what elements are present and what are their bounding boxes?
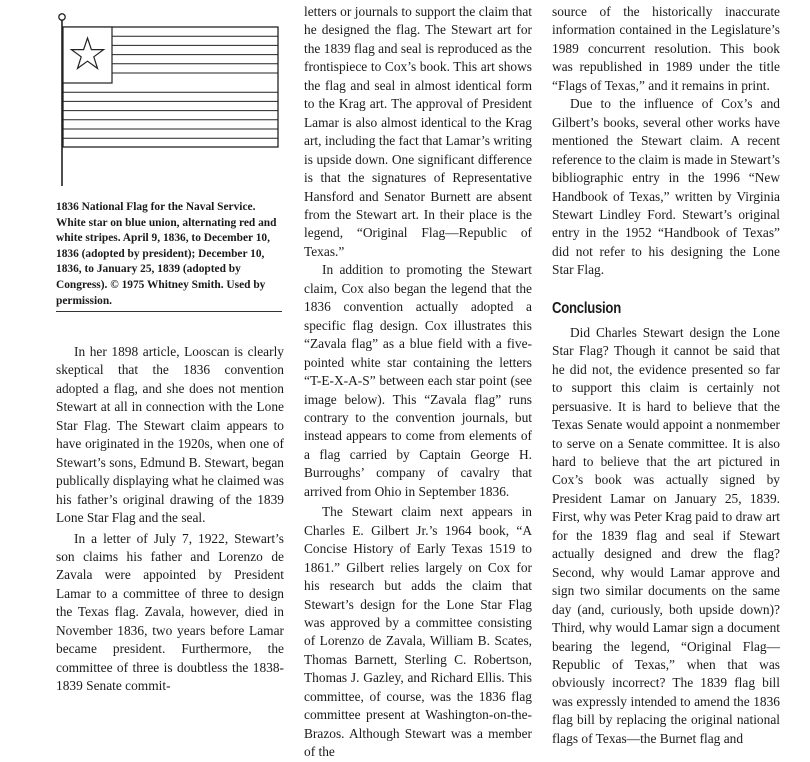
column-1 <box>56 343 284 696</box>
section-heading: Conclusion <box>552 299 621 317</box>
figure-caption: 1836 National Flag for the Naval Service. White star on blue union, alternating red and white stripes. April 9, 1836, to December 10, 1836 (adopted by president); December 10, 1836, to January 25, 1839 (adopted by Congress). © 1975 Whitney Smith. Used by permission. <box>56 201 277 307</box>
paragraph: Did Charles Stewart design the Lone Star Flag? Though it cannot be said that he did not, the evidence presented so far to support this claim is certainly not persuasive. It is hard to believe that the Texas Senate would appoint a nonmember to serve on a Senate committee. It is also hard to believe that the art pictured in Cox’s book was actually signed by President Lamar on January 25, 1839. First, why was Peter Krag paid to draw art for the 1839 flag and seal if Stewart actually designed and drew the flag? Second, why would Lamar approve and sign two similar documents on the same day (and, curiously, both upside down)? Third, why would Lamar sign a document bearing the legend, “Original Flag—Republic of Texas,” when that was obviously incorrect? The 1839 flag bill was expressly intended to amend the 1836 flag bill by replacing the original national flags of Texas—the Burnet flag and <box>552 324 780 746</box>
caption-divider <box>56 311 282 312</box>
paragraph: source of the historically inaccurate information contained in the Legislature’s 1989 concurrent resolution. This book was republished in 1989 under the title “Flags of Texas,” and it remains in print. <box>552 4 780 93</box>
naval-flag-illustration <box>56 10 288 188</box>
column-3 <box>552 3 780 748</box>
paragraph: letters or journals to support the claim that he designed the flag. The Stewart art for the 1839 flag and seal is reproduced as the frontispiece to Cox’s book. This art shows the flag and seal in almost identical form to the Krag art. The approval of President Lamar is also almost identical to the Krag art, including the fact that Lamar’s writing is upside down. One significant difference is that the signatures of Representative Hansford and Senator Burnett are absent from the Stewart art. In their place is the legend, “Original Flag—Republic of Texas.” <box>304 4 532 259</box>
paragraph: The Stewart claim next appears in Charles E. Gilbert Jr.’s 1964 book, “A Concise History of Early Texas 1519 to 1861.” Gilbert relies largely on Cox for his research but adds the claim that Stewart’s design for the Lone Star Flag was approved by a committee consisting of Lorenzo de Zavala, William B. Scates, Thomas Barnett, Sterling C. Robertson, Thomas J. Gazley, and Richard Ellis. This committee, of course, was the 1836 flag committee present at Washington-on-the-Brazos. Although Stewart was a member of the <box>304 504 532 760</box>
flag-union <box>63 27 112 83</box>
paragraph: In addition to promoting the Stewart claim, Cox also began the legend that the 1836 convention actually adopted a specific flag design. Cox illustrates this “Zavala flag” as a blue field with a five-pointed white star containing the letters “T-E-X-A-S” between each star point (see image below). This “Zavala flag” runs contrary to the convention journals, but instead appears to come from elements of a flag carried by Captain George H. Burroughs’ company of cavalry that arrived from Ohio in September 1836. <box>304 262 532 499</box>
flagpole-finial-icon <box>59 14 65 20</box>
column-2 <box>304 3 532 762</box>
paragraph: Due to the influence of Cox’s and Gilbert’s books, several other works have mentioned the Stewart claim. A recent reference to the claim is made in Stewart’s bibliographic entry in the 1996 “New Handbook of Texas,” written by Virginia Stewart Lindley Ford. Stewart’s original entry in the 1952 “Handbook of Texas” did not refer to his designing the Lone Star Flag. <box>552 96 780 278</box>
paragraph: In her 1898 article, Looscan is clearly skeptical that the 1836 convention adopted a flag, and she does not mention Stewart at all in connection with the Lone Star Flag. The Stewart claim appears to have originated in the 1920s, when one of Stewart’s sons, Edmund B. Stewart, began publically displaying what he claimed was his father’s original drawing of the 1839 Lone Star Flag and the seal. <box>56 344 284 526</box>
paragraph: In a letter of July 7, 1922, Stewart’s son claims his father and Lorenzo de Zavala were appointed by President Lamar to a committee of three to design the Texas flag. Zavala, however, died in November 1836, two years before Lamar became president. Furthermore, the committee of three is doubtless the 1838-1839 Senate commit- <box>56 530 284 694</box>
